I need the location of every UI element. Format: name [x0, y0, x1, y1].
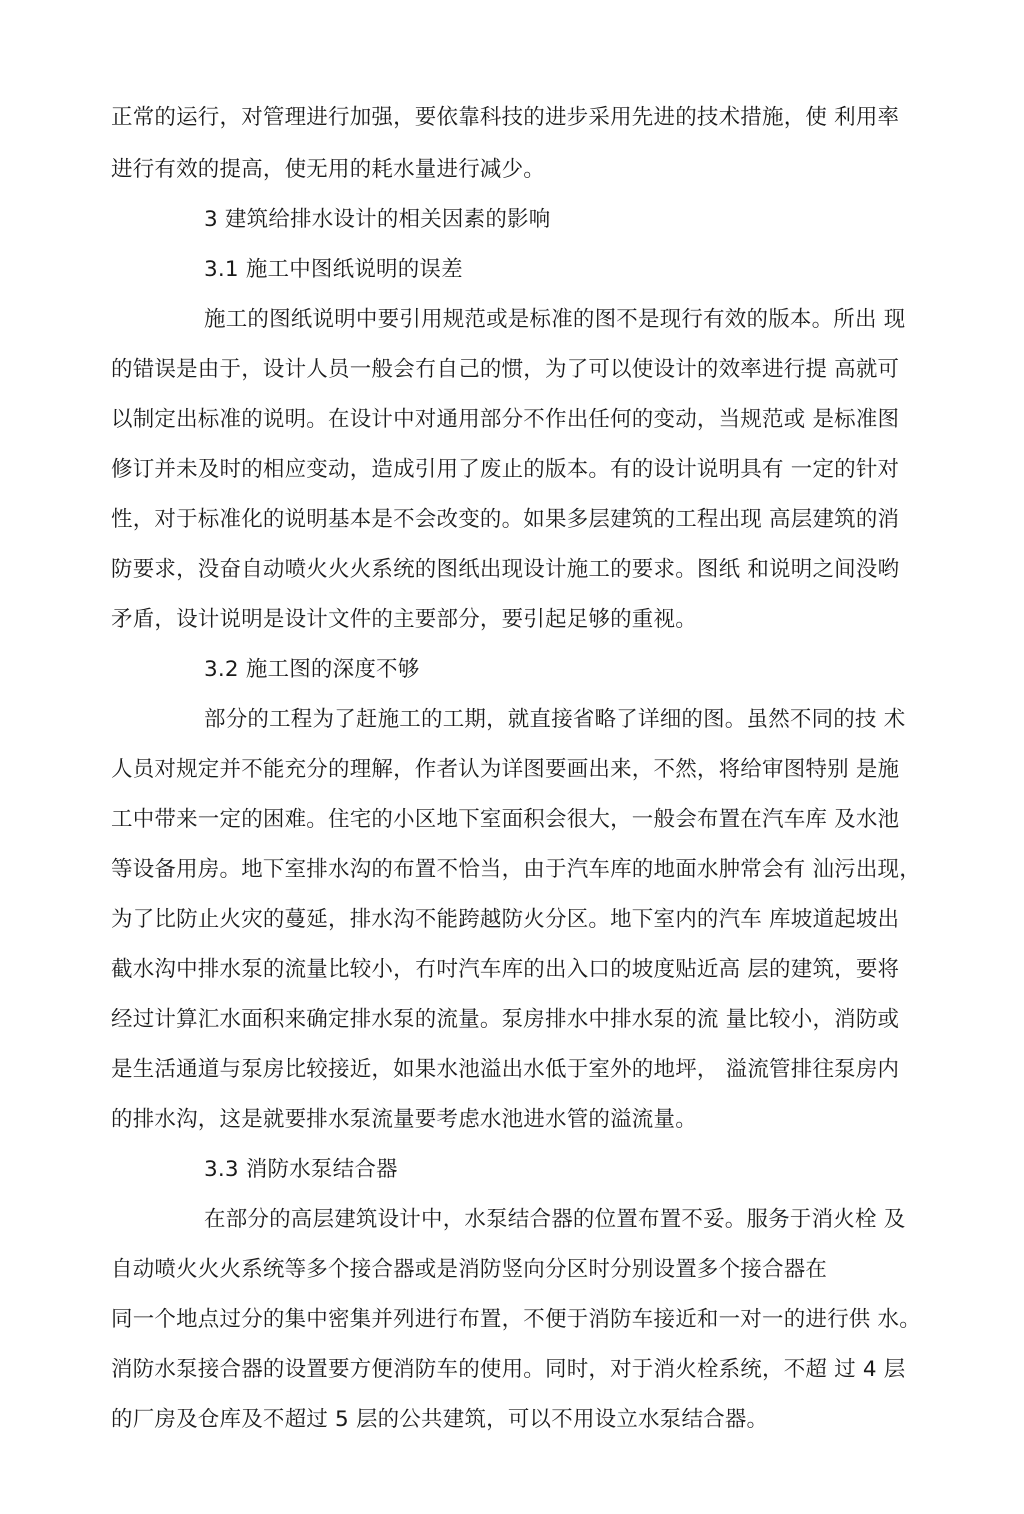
- body-text-line: 经过计算汇水面积来确定排水泵的流量。泵房排水中排水泵的流 量比较小，消防或: [111, 1007, 900, 1032]
- body-text-line: 消防水泵接合器的设置要方便消防车的使用。同时，对于消火栓系统，不超 过 4 层: [111, 1357, 906, 1382]
- body-text-line: 的错误是由于，设计人员一般会冇自己的惯，为了可以使设计的效率进行提 高就可: [111, 357, 900, 382]
- body-text-line: 部分的工程为了赶施工的工期，就直接省略了详细的图。虽然不同的技 术: [204, 707, 906, 732]
- subsection-heading: 3.2 施工图的深度不够: [204, 657, 420, 682]
- body-text-line: 性，对于标准化的说明基本是不会改变的。如果多层建筑的工程出现 高层建筑的消: [111, 507, 900, 532]
- body-text-line: 等设备用房。地下室排水沟的布置不恰当，由于汽车库的地面水肿常会有 汕污出现，: [111, 857, 921, 882]
- section-heading: 3 建筑给排水设计的相关因素的影响: [204, 207, 551, 232]
- body-text-line: 修订并未及时的相应变动，造成引用了废止的版本。有的设计说明具有 一定的针对: [111, 457, 900, 482]
- body-text-line: 以制定出标准的说明。在设计中对通用部分不作出任何的变动，当规范或 是标准图: [111, 407, 900, 432]
- body-text-line: 同一个地点过分的集中密集并列进行布置，不便于消防车接近和一对一的进行供 水。: [111, 1307, 921, 1332]
- body-text-line: 自动喷火火火系统等多个接合器或是消防竖向分区时分别设置多个接合器在: [111, 1257, 828, 1282]
- body-text-line: 防要求，没奋自动喷火火火系统的图纸出现设计施工的要求。图纸 和说明之间没哟: [111, 557, 900, 582]
- body-text-line: 施工的图纸说明中要引用规范或是标准的图不是现行有效的版本。所出 现: [204, 307, 906, 332]
- subsection-heading: 3.1 施工中图纸说明的误差: [204, 257, 463, 282]
- subsection-heading: 3.3 消防水泵结合器: [204, 1157, 398, 1182]
- body-text-line: 是生活通道与泵房比较接近，如果水池溢出水低于室外的地坪， 溢流管排往泵房内: [111, 1057, 900, 1082]
- body-text-line: 矛盾，设计说明是设计文件的主要部分，要引起足够的重视。: [111, 607, 697, 632]
- body-text-line: 为了比防止火灾的蔓延，排水沟不能跨越防火分区。地下室内的汽车 库坡道起坡出: [111, 907, 900, 932]
- body-text-line: 截水沟中排水泵的流量比较小，冇吋汽车库的出入口的坡度贴近高 层的建筑，要将: [111, 957, 900, 982]
- body-text-line: 在部分的高层建筑设计中，水泵结合器的位置布置不妥。服务于消火栓 及: [204, 1207, 906, 1232]
- body-text-line: 的排水沟，这是就要排水泵流量要考虑水池进水管的溢流量。: [111, 1107, 697, 1132]
- body-text-line: 人员对规定并不能充分的理解，作者认为详图要画出来，不然，将给审图特别 是施: [111, 757, 900, 782]
- body-text-line: 的厂房及仓库及不超过 5 层的公共建筑，可以不用设立水泵结合器。: [111, 1407, 769, 1432]
- body-text-line: 进行有效的提高，使无用的耗水量进行减少。: [111, 157, 546, 182]
- body-text-line: 工中带来一定的困难。住宅的小区地下室面积会很大，一般会布置在汽车库 及水池: [111, 807, 900, 832]
- body-text-line: 正常的运行，对管理进行加强，要依靠科技的进步采用先进的技术措施，使 利用率: [111, 105, 900, 130]
